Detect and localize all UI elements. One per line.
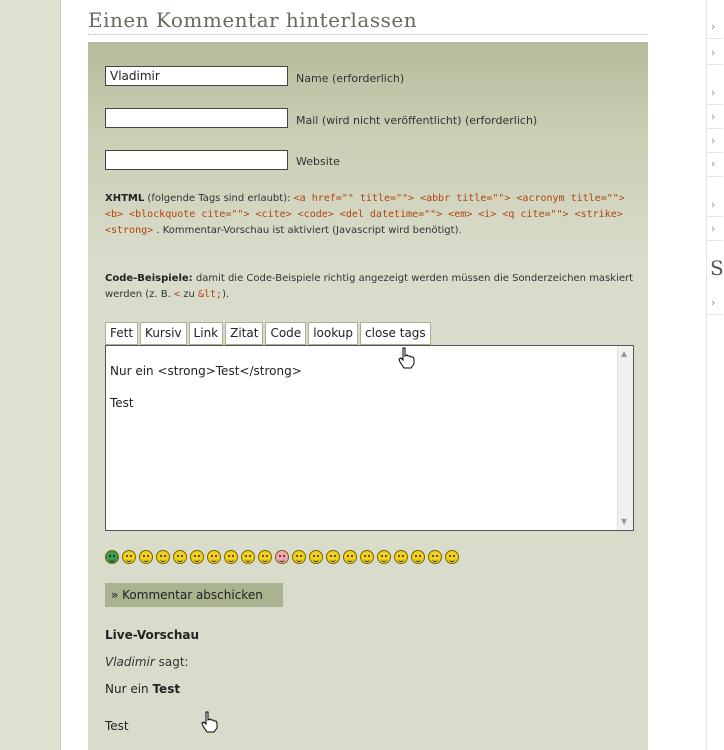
submit-comment-button[interactable]: » Kommentar abschicken bbox=[105, 583, 283, 607]
code-help-text: damit die Code-Beispiele richtig angezeigt werden müssen die Sonderzeichen maskiert werden (z. B. bbox=[105, 273, 634, 300]
quicktag-code-button[interactable]: Code bbox=[265, 322, 306, 345]
preview-paragraph: Test bbox=[105, 719, 129, 733]
sidebar-divider bbox=[707, 176, 723, 177]
comment-textarea[interactable] bbox=[105, 345, 634, 531]
code-lt: < bbox=[174, 289, 181, 300]
surprised-icon[interactable] bbox=[360, 550, 374, 564]
website-label: Website bbox=[296, 155, 340, 168]
idea-icon[interactable] bbox=[258, 550, 272, 564]
scroll-up-icon[interactable]: ▲ bbox=[621, 349, 628, 358]
sad-icon[interactable] bbox=[343, 550, 357, 564]
hand-cursor-icon bbox=[200, 711, 218, 733]
xhtml-help-intro: (folgende Tags sind erlaubt): bbox=[144, 193, 294, 204]
code-help-zu: zu bbox=[180, 289, 198, 300]
roll-icon[interactable] bbox=[309, 550, 323, 564]
exclaim-icon[interactable] bbox=[428, 550, 442, 564]
preview-paragraph bbox=[105, 682, 180, 696]
green-grin-icon[interactable] bbox=[105, 550, 119, 564]
sidebar-bullet[interactable]: › bbox=[711, 86, 716, 99]
allowed-tags: <a href="" title=""> <abbr title=""> <acronym title=""> <b> <blockquote cite=""> <cite> <code> <del datetime=""> <em> <i> <q cite=""> <strike> <strong> bbox=[105, 193, 625, 236]
preview-bold-text: Test bbox=[152, 682, 181, 696]
quicktags-toolbar bbox=[105, 322, 433, 344]
code-help bbox=[105, 271, 635, 303]
quicktag-link-button[interactable]: Link bbox=[189, 322, 224, 345]
textarea-line: Test bbox=[110, 396, 134, 410]
scroll-down-icon[interactable]: ▼ bbox=[621, 517, 628, 526]
arrow-icon[interactable] bbox=[156, 550, 170, 564]
live-preview-title: Live-Vorschau bbox=[105, 628, 200, 642]
sidebar-bullet[interactable]: › bbox=[711, 157, 716, 170]
quicktag-zitat-button[interactable]: Zitat bbox=[225, 322, 263, 345]
website-input[interactable] bbox=[105, 150, 288, 170]
oops-icon[interactable] bbox=[275, 550, 289, 564]
cool-icon[interactable] bbox=[207, 550, 221, 564]
left-background-band bbox=[0, 0, 61, 750]
evil-icon[interactable] bbox=[139, 550, 153, 564]
xhtml-help bbox=[105, 191, 635, 239]
confused-icon[interactable] bbox=[394, 550, 408, 564]
smiley-bar bbox=[105, 550, 462, 566]
sidebar-bullet[interactable]: › bbox=[711, 296, 716, 309]
quicktag-lookup-button[interactable]: lookup bbox=[308, 322, 358, 345]
hand-cursor-icon bbox=[397, 347, 415, 369]
sidebar-divider bbox=[707, 314, 723, 315]
razz-icon[interactable] bbox=[292, 550, 306, 564]
preview-text: Nur ein bbox=[105, 682, 153, 696]
cry-icon[interactable] bbox=[411, 550, 425, 564]
xhtml-help-title: XHTML bbox=[105, 193, 145, 204]
title-divider bbox=[88, 34, 648, 35]
sidebar-bullet[interactable]: › bbox=[711, 110, 716, 123]
name-input[interactable] bbox=[105, 66, 288, 86]
right-sidebar bbox=[706, 0, 723, 750]
sidebar-divider bbox=[707, 152, 723, 153]
twisted-icon[interactable] bbox=[224, 550, 238, 564]
lol-icon[interactable] bbox=[377, 550, 391, 564]
mail-label: Mail (wird nicht veröffentlicht) (erforderlich) bbox=[296, 114, 538, 127]
question-icon[interactable] bbox=[445, 550, 459, 564]
textarea-scrollbar[interactable] bbox=[617, 346, 633, 530]
eek-icon[interactable] bbox=[173, 550, 187, 564]
comment-form bbox=[88, 42, 648, 750]
xhtml-help-outro: . Kommentar-Vorschau ist aktiviert (Javascript wird benötigt). bbox=[153, 225, 462, 236]
sidebar-bullet[interactable]: › bbox=[711, 198, 716, 211]
sidebar-divider bbox=[707, 104, 723, 105]
preview-says: sagt: bbox=[154, 655, 189, 669]
sidebar-divider bbox=[707, 38, 723, 39]
page-title: Einen Kommentar hinterlassen bbox=[88, 8, 418, 32]
mail-input[interactable] bbox=[105, 108, 288, 128]
sidebar-bullet[interactable]: › bbox=[711, 134, 716, 147]
name-label: Name (erforderlich) bbox=[296, 72, 405, 85]
quicktag-kursiv-button[interactable]: Kursiv bbox=[140, 322, 187, 345]
quicktag-fett-button[interactable]: Fett bbox=[105, 322, 138, 345]
wink-icon[interactable] bbox=[326, 550, 340, 564]
sidebar-bullet[interactable]: › bbox=[711, 20, 716, 33]
sidebar-divider bbox=[707, 64, 723, 65]
code-help-title: Code-Beispiele: bbox=[105, 273, 193, 284]
sidebar-divider bbox=[707, 216, 723, 217]
sidebar-bullet[interactable]: › bbox=[711, 222, 716, 235]
preview-author: Vladimir bbox=[105, 655, 155, 669]
textarea-line: Nur ein <strong>Test</strong> bbox=[110, 364, 302, 378]
quicktag-close-tags-button[interactable]: close tags bbox=[360, 322, 431, 345]
sidebar-heading-fragment: S bbox=[710, 256, 724, 280]
biggrin-icon[interactable] bbox=[241, 550, 255, 564]
sidebar-divider bbox=[707, 128, 723, 129]
code-help-end: ). bbox=[222, 289, 230, 300]
smile-icon[interactable] bbox=[190, 550, 204, 564]
sidebar-bullet[interactable]: › bbox=[711, 46, 716, 59]
neutral-icon[interactable] bbox=[122, 550, 136, 564]
preview-author-line bbox=[105, 655, 189, 669]
sidebar-divider bbox=[707, 240, 723, 241]
code-entity: &lt; bbox=[198, 289, 223, 300]
